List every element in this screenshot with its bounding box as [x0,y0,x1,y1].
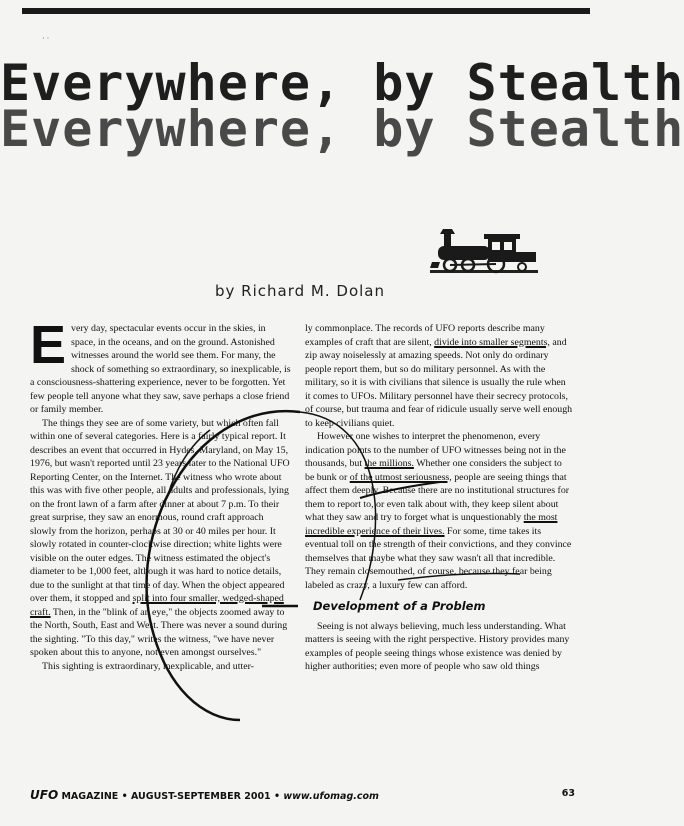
underlined-phrase: the most incredible experience of their lives. [305,512,558,537]
paragraph-closing: This sighting is extraordinary, inexplicable, and utter- [42,660,254,672]
page-number: 63 [561,788,575,799]
paragraph-seeing: Seeing is not always believing, much less understanding. What matters is seeing with the right perspective. History provides many examples of people seeing things whose existence was denied by higher authorities; even more of people who saw old things [305,620,570,672]
underlined-phrase: the millions. [364,458,414,469]
article-title-echo: Everywhere, by Stealth [0,100,684,158]
paragraph-intro: Every day, spectacular events occur in the skies, in space, in the oceans, and on the ground. Astonished witnesses around the world see them. For many, the shock of something so extraordinary, so inexplicable, is a consciousness-shattering experience, never to be forgotten. Yet few people tell anyone what they saw, save perhaps a close friend or family member. [30,315,291,415]
article-title: Everywhere, by Stealth [0,54,684,112]
section-subhead: Development of a Problem [313,599,486,613]
top-rule [22,8,590,14]
paragraph-witnesses: However one wishes to interpret the phenomenon, every indication points to the number of UFO witnesses being not in the thousands, but the millions. Whether one considers the subject to be bunk or of the utmost seriousness, people are seeing things that affect them deeply. Because there are no institutional structures for them to report to, or even talk about with, they keep silent about what they saw and try to forget what is unquestionably the most incredible experience of their lives. For some, time takes its eventual toll on the strength of their convictions, and they convince themselves that maybe what they saw wasn't all that incredible. They remain closemouthed, of course, because they fear being labeled as crazy, a luxury few can afford. [305,431,572,591]
paragraph-commonplace: ly commonplace. The records of UFO reports describe many examples of craft that are silent, divide into smaller segments, and zip away noiselessly at amazing speeds. Not only do ordinary people report them, but so do military personnel. As with the military, so it is with civilians that silence is usually the rule when it comes to UFOs. Military personnel have their secrecy protocols, of course, but trauma and fear of ridicule usually serve well enough to keep civilians quiet. [305,323,573,429]
paragraph-report: The things they see are of some variety, but which often fall within one of several categories. Here is a fairly typical report. It describes an event that occurred in Hydes, Maryland, on May 15, 1976, but wasn't reported until 23 years later to the National UFO Reporting Center, on the Internet. The witness who wrote about this was with five other people, all adults and professionals, lying on the front lawn of a farm after dinner at about 7 p.m. To their great surprise, they saw an enormous, round craft approach slowly from the horizon, perhaps at 30 or 40 miles per hour. It slowly rotated in counter-clockwise direction; white lights were visible on the outer edges. The witness estimated the object's diameter to be 1,000 feet, although it was hard to notice details, due to the sunlight at that time of day. When the object appeared over them, it stopped and split into four smaller, wedged-shaped craft. Then, in the "blink of an eye," the objects zoomed away to the North, South, East and West. There was never a sound during the sighting. "To this day," writes the witness, "we have never spoken about this to anyone, not even amongst ourselves." [30,417,290,658]
underlined-phrase: of the utmost seriousness, [349,471,452,483]
column-right [305,322,573,674]
drop-cap: E [30,315,67,375]
page-footer: UFO MAGAZINE • AUGUST-SEPTEMBER 2001 • www.ufomag.com 63 [30,788,575,802]
underlined-phrase: split into four smaller, wedged-shaped craft. [30,593,284,618]
byline: by Richard M. Dolan [215,282,385,300]
steam-locomotive-icon [430,232,540,280]
magazine-brand: UFO [30,788,59,802]
website-link[interactable]: www.ufomag.com [283,791,379,802]
magazine-name: MAGAZINE [61,791,119,802]
underlined-phrase: divide into smaller segments, [434,336,550,348]
scan-speck: · · [42,34,50,43]
issue-date: AUGUST-SEPTEMBER 2001 [131,791,271,802]
column-left [30,315,292,673]
